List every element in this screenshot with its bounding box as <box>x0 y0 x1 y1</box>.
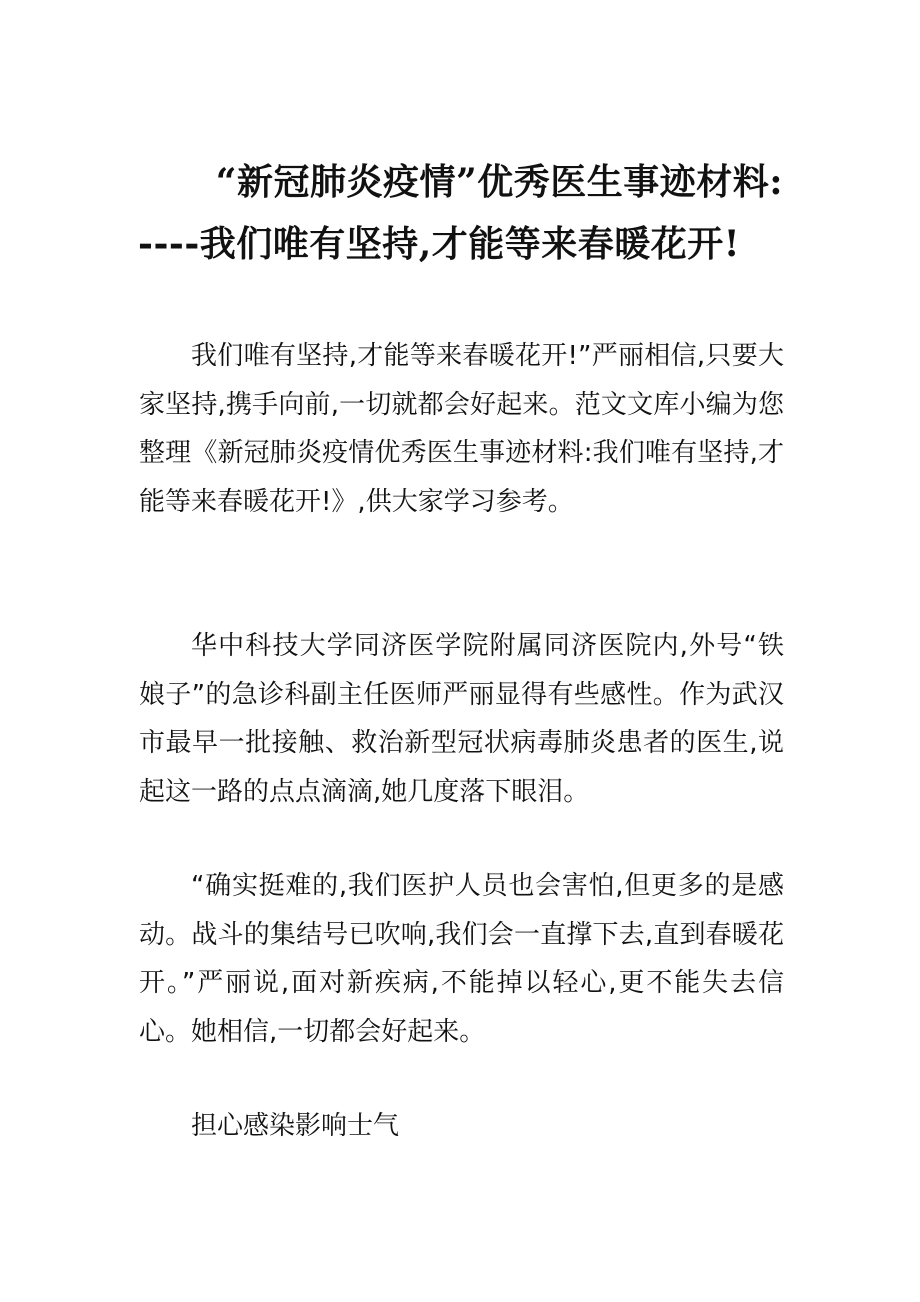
section-heading: 担心感染影响士气 <box>191 1111 400 1141</box>
paragraph-intro: 我们唯有坚持,才能等来春暖花开!”严丽相信,只要大家坚持,携手向前,一切就都会好起来。范文文库小编为您整理《新冠肺炎疫情优秀医生事迹材料:我们唯有坚持,才能等来春暖花开!》,供大家学习参考。 <box>139 341 784 517</box>
paragraph-quote: “确实挺难的,我们医护人员也会害怕,但更多的是感动。战斗的集结号已吹响,我们会一直撑下去,直到春暖花开。”严丽说,面对新疾病,不能掉以轻心,更不能失去信心。她相信,一切都会好起来。 <box>139 871 784 1047</box>
paragraph-background: 华中科技大学同济医学院附属同济医院内,外号“铁娘子”的急诊科副主任医师严丽显得有些感性。作为武汉市最早一批接触、救治新型冠状病毒肺炎患者的医生,说起这一路的点点滴滴,她几度落下眼泪。 <box>139 631 784 807</box>
document-title-line-1: “新冠肺炎疫情”优秀医生事迹材料: <box>215 161 783 203</box>
document-title-line-2: ----我们唯有坚持,才能等来春暖花开! <box>138 223 741 265</box>
